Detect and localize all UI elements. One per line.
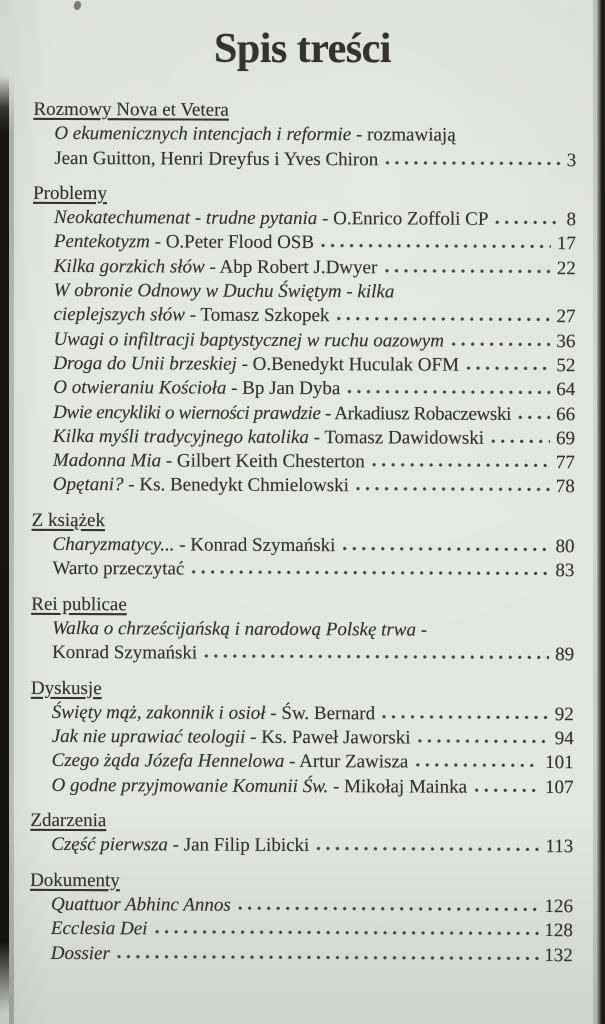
entry-title: Kilka gorzkich słów (53, 255, 205, 278)
page-number: 128 (544, 920, 573, 942)
section-header (30, 868, 573, 895)
dot-leader (384, 268, 551, 274)
section-header (30, 809, 573, 836)
entry-author: - Ks. Paweł Jaworski (245, 726, 411, 749)
toc-entry-line (30, 917, 573, 944)
toc-entry-line (31, 557, 574, 584)
entry-author: - Artur Zawisza (284, 751, 409, 773)
toc-entry-line (33, 230, 576, 257)
toc-entry-line (32, 352, 575, 379)
entry-author: - Tomasz Szkopek (184, 304, 330, 327)
toc-entry-line (32, 376, 575, 403)
dot-leader (238, 906, 539, 912)
dot-leader (466, 366, 550, 371)
section-header (33, 98, 576, 125)
section-header-label: Z książek (31, 509, 106, 531)
dot-leader (474, 787, 539, 792)
page-number: 22 (556, 257, 576, 279)
dot-leader (154, 930, 538, 937)
toc-entry-line (33, 122, 576, 149)
entry-title: O godne przyjmowanie Komunii Św. (51, 774, 329, 797)
entry-title: cieplejszych słów (53, 304, 186, 326)
page-number: 64 (556, 379, 576, 401)
page-number: 8 (566, 209, 577, 231)
entry-title: Kilka myśli tradycyjnego katolika (52, 425, 309, 448)
page-number: 78 (555, 476, 575, 498)
entry-title: Neokatechumenat - trudne pytania (53, 207, 318, 230)
dot-leader (321, 244, 551, 250)
toc-entry-line (33, 255, 576, 282)
dot-leader (117, 954, 538, 961)
entry-title: Dossier (50, 942, 110, 964)
toc-entry-line (30, 941, 573, 968)
toc-entry-line (32, 400, 575, 427)
entry-author: - Abp Robert J.Dwyer (204, 256, 378, 279)
toc-entry-line (33, 279, 576, 306)
toc-entry-line (33, 146, 576, 173)
toc-entry-line (30, 774, 573, 801)
entry-title: W obronie Odnowy w Duchu Świętym - kilka (53, 279, 395, 303)
dot-leader (415, 763, 539, 769)
dot-leader (356, 487, 550, 493)
entry-author: - O.Peter Flood OSB (149, 231, 315, 254)
section-header-label: Zdarzenia (30, 809, 107, 832)
entry-title: Uwagi o infiltracji baptystycznej w ruchu oazowym (53, 328, 445, 352)
toc-entry-line (30, 833, 573, 860)
entry-title: O ekumenicznych intencjach i reformie (54, 123, 352, 146)
dot-leader (342, 546, 549, 552)
scan-speck (73, 0, 82, 11)
toc-entry-line (32, 327, 575, 354)
scan-edge-right (597, 0, 605, 1024)
toc-entry-line (33, 303, 576, 330)
entry-title: Jak nie uprawiać teologii (51, 726, 246, 748)
entry-author: - Jan Filip Libicki (167, 834, 310, 857)
entry-author: Jean Guitton, Henri Dreyfus i Yves Chiron (54, 147, 379, 170)
entry-author: - Bp Jan Dyba (226, 377, 341, 400)
section-header-label: Problemy (33, 182, 108, 205)
toc-entry-line (32, 473, 575, 500)
entry-title: Dwie encykliki o wierności prawdzie (53, 401, 321, 424)
toc-entry-line (31, 701, 574, 728)
toc-entry-line (33, 206, 576, 233)
dot-leader (418, 739, 549, 745)
entry-title: Charyzmatycy... (52, 533, 175, 556)
toc-entry-line (32, 533, 575, 560)
entry-title: O otwieraniu Kościoła (53, 377, 227, 399)
page-number: 77 (555, 452, 575, 474)
entry-title: Opętani? (52, 474, 124, 496)
toc-entry-line (31, 749, 574, 776)
dot-leader (336, 317, 550, 323)
page-number: 113 (545, 836, 574, 858)
section-header-label: Rei publicae (31, 593, 127, 615)
table-of-contents (0, 98, 605, 968)
entry-author: - O.Enrico Zoffoli CP (317, 208, 489, 230)
entry-author: - Gilbert Keith Chesterton (161, 450, 365, 473)
toc-entry-line (30, 893, 573, 920)
page-number: 107 (544, 776, 574, 798)
entry-title: Quattuor Abhinc Annos (50, 893, 231, 916)
entry-author: - Tomasz Dawidowski (308, 426, 485, 449)
dot-leader (191, 570, 549, 577)
entry-author: - Św. Bernard (265, 702, 376, 725)
entry-title: Pentekotyzm (53, 231, 150, 253)
page-number: 92 (554, 703, 574, 726)
section-header (32, 509, 575, 536)
entry-title: Ecclesia Dei (50, 918, 148, 940)
dot-leader (372, 462, 550, 468)
entry-title: Madonna Mia (52, 450, 162, 472)
scan-edge-left-shadow (9, 0, 14, 1024)
page-number: 3 (566, 149, 577, 171)
entry-author: - Mikołaj Mainka (328, 775, 468, 798)
entry-author: - Konrad Szymański (174, 534, 336, 557)
entry-author: Konrad Szymański (52, 642, 198, 664)
page-number: 89 (555, 644, 575, 666)
entry-author: - Arkadiusz Robaczewski (320, 402, 512, 425)
dot-leader (382, 714, 549, 720)
page-number: 52 (556, 355, 576, 377)
dot-leader (385, 160, 560, 166)
dot-leader (451, 341, 550, 346)
entry-title: Walka o chrześcijańską i narodową Polskę trwa - (52, 617, 428, 641)
page-number: 126 (544, 895, 574, 918)
section-header (31, 592, 574, 619)
section-header (33, 182, 576, 209)
page-number: 94 (554, 728, 574, 750)
dot-leader (491, 439, 550, 444)
dot-leader (495, 220, 560, 225)
toc-entry-line (31, 617, 574, 644)
page-number: 66 (556, 403, 576, 425)
toc-entry-line (31, 641, 574, 668)
toc-entry-line (32, 449, 575, 476)
page-number: 83 (555, 560, 575, 582)
entry-title: Droga do Unii brzeskiej (53, 352, 237, 375)
entry-title: Część pierwsza (51, 834, 168, 856)
entry-author: - rozmawiają (351, 124, 456, 146)
dot-leader (204, 654, 549, 661)
section-header-label: Rozmowy Nova et Vetera (33, 98, 229, 121)
toc-entry-line (32, 425, 575, 452)
dot-leader (347, 389, 550, 395)
page-number: 101 (545, 752, 574, 774)
page-number: 69 (555, 427, 576, 450)
toc-entry-line (31, 725, 574, 752)
page-number: 132 (544, 944, 573, 966)
page-number: 27 (556, 306, 576, 328)
page-number: 36 (556, 330, 576, 352)
section-header-label: Dokumenty (30, 869, 120, 891)
scan-edge-left (0, 0, 9, 1024)
entry-title: Warto przeczytać (52, 558, 185, 580)
page-title: Spis treści (214, 26, 391, 72)
section-header-label: Dyskusje (30, 677, 102, 699)
entry-title: Święty mąż, zakonnik i osioł (51, 701, 266, 724)
entry-author: - O.Benedykt Huculak OFM (236, 353, 460, 376)
entry-title: Czego żąda Józefa Hennelowa (51, 750, 285, 773)
dot-leader (316, 846, 539, 852)
entry-author: - Ks. Benedykt Chmielowski (123, 474, 349, 497)
dot-leader (518, 415, 550, 420)
scan-edge-right-shadow (593, 0, 597, 1024)
page-number: 17 (556, 233, 576, 255)
section-header (31, 676, 574, 703)
page-number: 80 (555, 536, 575, 558)
